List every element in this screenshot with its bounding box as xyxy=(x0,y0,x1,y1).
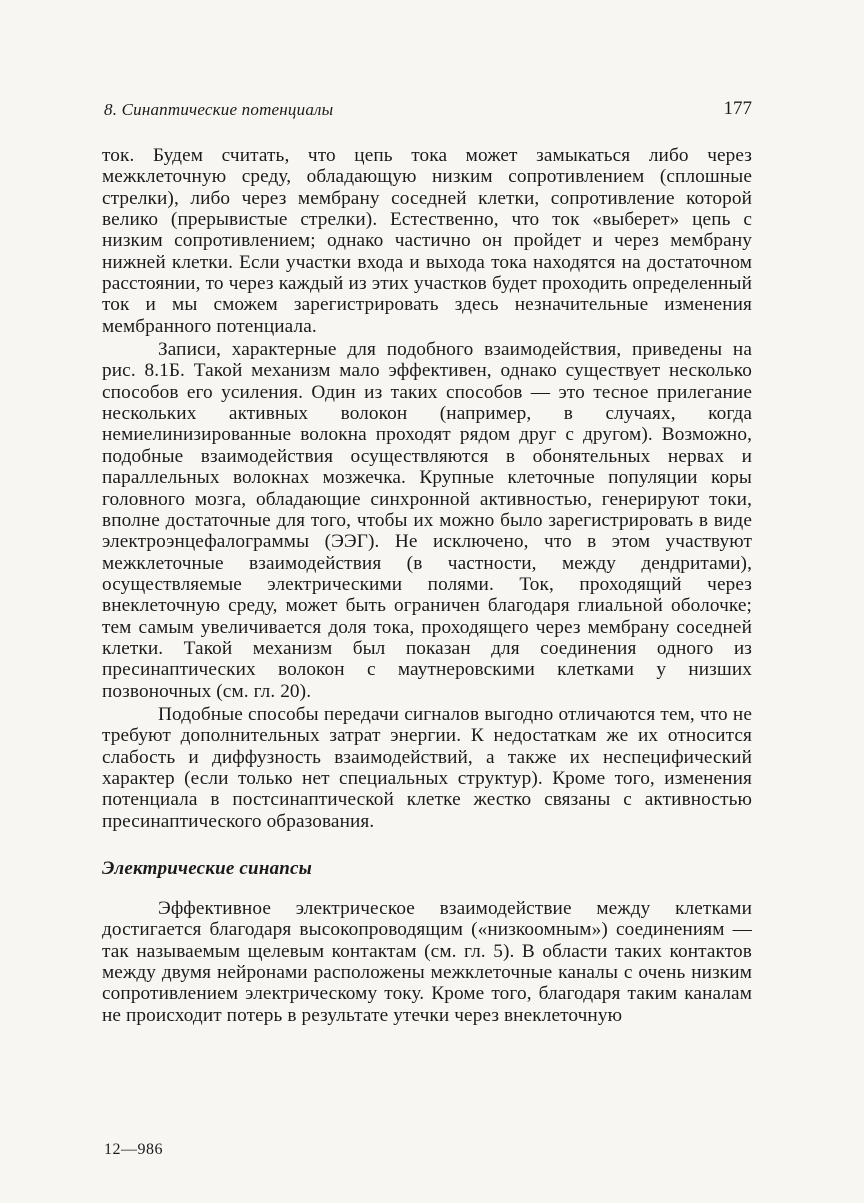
section-heading: Электрические синапсы xyxy=(102,858,313,879)
body-text xyxy=(102,145,752,1026)
paragraph: Записи, характерные для подобного взаимодействия, приведены на рис. 8.1Б. Такой механизм мало эффективен, однако существует несколько способов его усиления. Один из таких способов — это тесное прилегание нескольких активных волокон (например, в случаях, когда немиелинизированные волокна проходят рядом друг с другом). Возможно, подобные взаимодействия осуществляются в обонятельных нервах и параллельных волокнах мозжечка. Крупные клеточные популяции коры головного мозга, обладающие синхронной активностью, генерируют токи, вполне достаточные для того, чтобы их можно было зарегистрировать в виде электроэнцефалограммы (ЭЭГ). Не исключено, что в этом участвуют межклеточные взаимодействия (в частности, между дендритами), осуществляемые электрическими полями. Ток, проходящий через внеклеточную среду, может быть ограничен благодаря глиальной оболочке; тем самым увеличивается доля тока, проходящего через мембрану соседней клетки. Такой механизм был показан для соединения одного из пресинаптических волокон с маутнеровскими клетками у низших позвоночных (см. гл. 20). xyxy=(102,339,752,702)
running-title: 8. Синаптические потенциалы xyxy=(104,100,334,119)
paragraph-continued: ток. Будем считать, что цепь тока может замыкаться либо через межклеточную среду, обладающую низким сопротивлением (сплошные стрелки), либо через мембрану соседней клетки, сопротивление которой велико (прерывистые стрелки). Естественно, что ток «выберет» цепь с низким сопротивлением; однако частично он пройдет и через мембрану нижней клетки. Если участки входа и выхода тока находятся на достаточном расстоянии, то через каждый из этих участков будет проходить определенный ток и мы сможем зарегистрировать здесь незначительные изменения мембранного потенциала. xyxy=(102,145,752,337)
section-paragraph: Эффективное электрическое взаимодействие между клетками достигается благодаря высокопроводящим («низкоомным») соединениям — так называемым щелевым контактам (см. гл. 5). В области таких контактов между двумя нейронами расположены межклеточные каналы с очень низким сопротивлением электрическому току. Кроме того, благодаря таким каналам не происходит потерь в результате утечки через внеклеточную xyxy=(102,898,752,1026)
paragraph: Подобные способы передачи сигналов выгодно отличаются тем, что не требуют дополнительных затрат энергии. К недостаткам же их относится слабость и диффузность взаимодействий, а также их неспецифический характер (если только нет специальных структур). Кроме того, изменения потенциала в постсинаптической клетке жестко связаны с активностью пресинаптического образования. xyxy=(102,703,752,832)
running-head xyxy=(104,100,752,124)
printer-signature: 12—986 xyxy=(104,1141,163,1158)
page-number: 177 xyxy=(723,98,752,119)
